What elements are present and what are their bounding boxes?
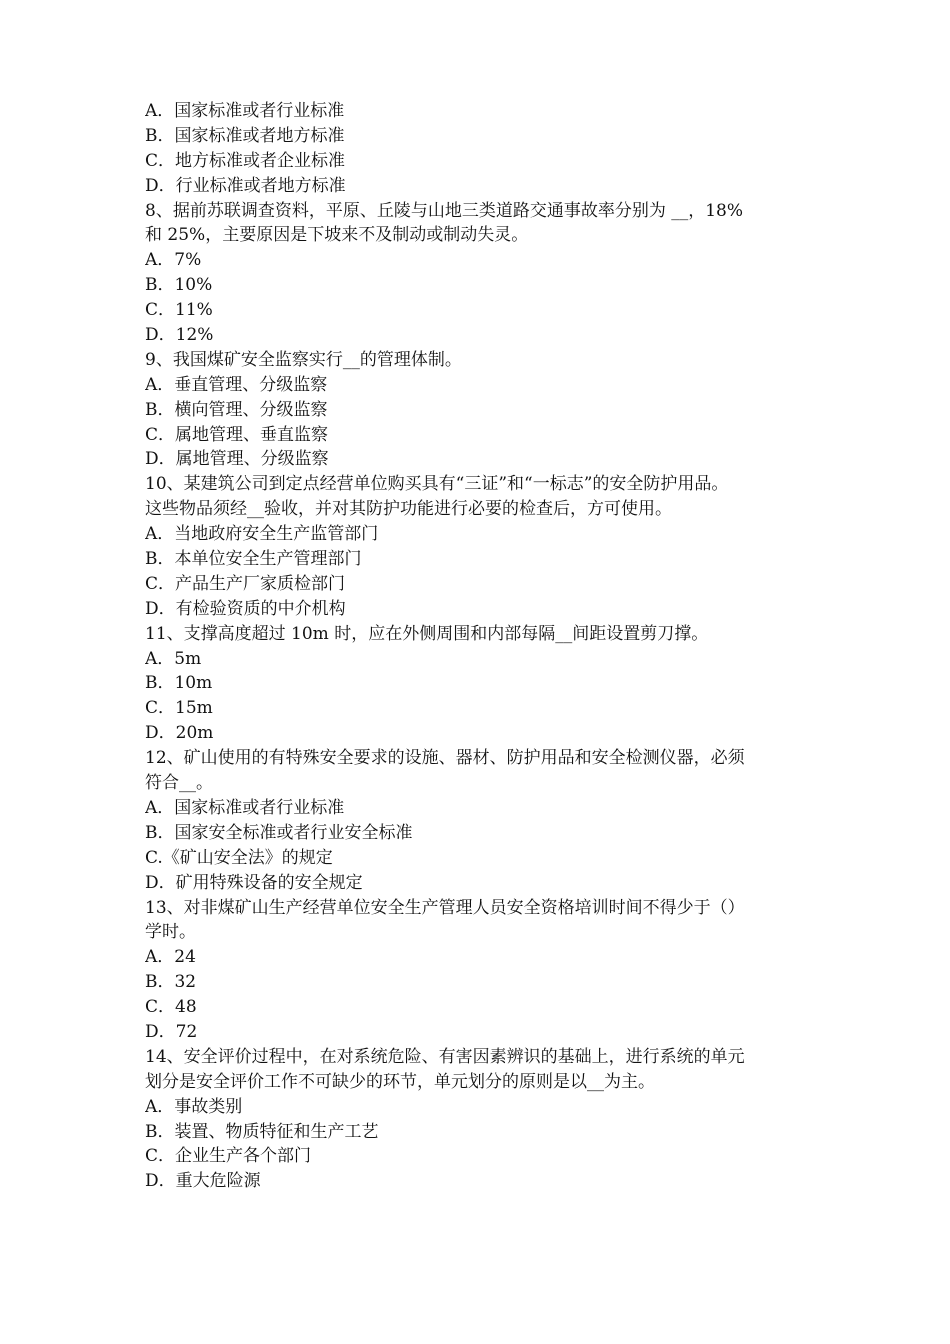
option-line: D．属地管理、分级监察: [145, 449, 329, 470]
option-line: D．20m: [145, 723, 214, 744]
question-12-cont: 符合__。: [145, 773, 213, 794]
option-line: B．国家标准或者地方标准: [145, 125, 345, 146]
option-line: C．企业生产各个部门: [145, 1146, 312, 1167]
option-line: A．5m: [145, 648, 202, 669]
question-9: 9、我国煤矿安全监察实行__的管理体制。: [145, 349, 462, 370]
question-12: 12、矿山使用的有特殊安全要求的设施、器材、防护用品和安全检测仪器，必须: [145, 748, 745, 769]
question-10-cont: 这些物品须经__验收，并对其防护功能进行必要的检查后，方可使用。: [145, 499, 672, 520]
option-line: B．本单位安全生产管理部门: [145, 549, 362, 570]
option-line: B．国家安全标准或者行业安全标准: [145, 822, 413, 843]
option-line: A．当地政府安全生产监管部门: [145, 524, 379, 545]
option-line: D．重大危险源: [145, 1171, 261, 1192]
option-line: A．事故类别: [145, 1096, 243, 1117]
question-8-cont: 和 25%，主要原因是下坡来不及制动或制动失灵。: [145, 225, 529, 246]
option-line: C．48: [145, 997, 197, 1018]
option-line: A．垂直管理、分级监察: [145, 374, 328, 395]
option-line: B．32: [145, 972, 197, 993]
option-line: C．属地管理、垂直监察: [145, 424, 329, 445]
option-line: A．7%: [145, 250, 202, 271]
option-line: C．产品生产厂家质检部门: [145, 573, 346, 594]
option-line: A．国家标准或者行业标准: [145, 101, 345, 121]
option-line: B．10%: [145, 275, 213, 296]
question-10: 10、某建筑公司到定点经营单位购买具有“三证”和“一标志”的安全防护用品。: [145, 474, 729, 495]
option-line: C.《矿山安全法》的规定: [145, 847, 333, 868]
question-11: 11、支撑高度超过 10m 时，应在外侧周围和内部每隔__间距设置剪刀撑。: [145, 623, 709, 644]
option-line: B．10m: [145, 673, 213, 694]
option-line: D．12%: [145, 325, 214, 346]
option-line: C．11%: [145, 300, 213, 321]
question-8: 8、据前苏联调查资料，平原、丘陵与山地三类道路交通事故率分别为 __，18%: [145, 200, 744, 221]
document-page: [145, 99, 825, 1194]
option-line: B．装置、物质特征和生产工艺: [145, 1121, 379, 1142]
question-14-cont: 划分是安全评价工作不可缺少的环节，单元划分的原则是以__为主。: [145, 1071, 655, 1092]
option-line: D．72: [145, 1021, 198, 1042]
option-line: D．行业标准或者地方标准: [145, 175, 346, 196]
option-line: A．国家标准或者行业标准: [145, 797, 345, 818]
option-line: B．横向管理、分级监察: [145, 399, 328, 420]
option-line: A．24: [145, 947, 196, 968]
option-line: D．有检验资质的中介机构: [145, 598, 346, 619]
question-14: 14、安全评价过程中，在对系统危险、有害因素辨识的基础上，进行系统的单元: [145, 1046, 745, 1067]
question-13: 13、对非煤矿山生产经营单位安全生产管理人员安全资格培训时间不得少于（）: [145, 897, 745, 918]
option-line: D．矿用特殊设备的安全规定: [145, 872, 363, 893]
option-line: C．15m: [145, 698, 213, 719]
question-13-cont: 学时。: [145, 922, 196, 943]
option-line: C．地方标准或者企业标准: [145, 150, 346, 171]
